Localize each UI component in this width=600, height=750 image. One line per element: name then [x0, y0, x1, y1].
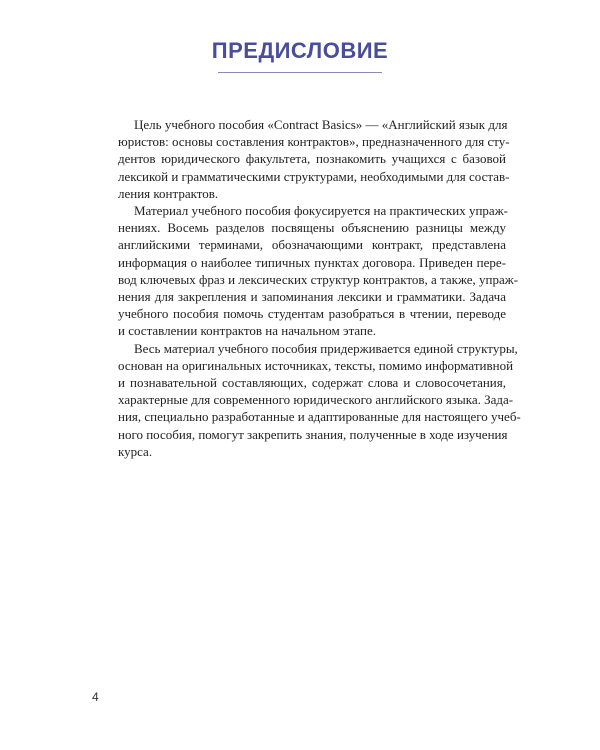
page-number: 4 — [92, 690, 99, 704]
text-line: вод ключевых фраз и лексических структур контрактов, а также, упраж- — [118, 271, 519, 287]
text-line: Материал учебного пособия фокусируется на практических упраж- — [134, 203, 509, 219]
text-line: курса. — [118, 443, 153, 459]
text-line: ного пособия, помогут закрепить знания, полученные в ходе изучения — [118, 426, 508, 442]
text-line: ния, специально разработанные и адаптированные для настоящего учеб- — [118, 409, 521, 425]
text-line: информация о наиболее типичных пунктах договора. Приведен пере- — [118, 254, 506, 270]
text-line: лексикой и грамматическими структурами, необходимыми для состав- — [118, 168, 510, 184]
body-text — [118, 116, 521, 460]
paragraph-1 — [118, 116, 510, 202]
text-line: Цель учебного пособия «Contract Basics» — «Английский язык для — [134, 117, 508, 132]
text-line: нения для закрепления и запоминания лексики и грамматики. Задача — [118, 289, 506, 305]
text-line: ления контрактов. — [118, 185, 219, 201]
title-underline — [218, 72, 382, 73]
text-line: дентов юридического факультета, познакомить учащихся с базовой — [118, 151, 506, 167]
text-line: основан на оригинальных источниках, тексты, помимо информативной — [118, 357, 514, 373]
page-title: ПРЕДИСЛОВИЕ — [211, 38, 389, 63]
text-line: юристов: основы составления контрактов», предназначенного для сту- — [118, 134, 510, 150]
paragraph-2 — [118, 202, 519, 340]
text-line: характерные для современного юридического английского языка. Зада- — [118, 392, 514, 408]
text-line: Весь материал учебного пособия придерживается единой структуры, — [134, 340, 518, 356]
text-line: и составлении контрактов на начальном этапе. — [118, 323, 376, 339]
text-line: нениях. Восемь разделов посвящены объяснению разницы между — [118, 220, 506, 236]
text-line: английскими терминами, обозначающими контракт, представлена — [118, 237, 506, 253]
text-line: учебного пособия помочь студентам разобраться в чтении, переводе — [118, 306, 506, 322]
paragraph-3 — [118, 340, 521, 460]
text-line: и познавательной составляющих, содержат слова и словосочетания, — [118, 375, 506, 391]
